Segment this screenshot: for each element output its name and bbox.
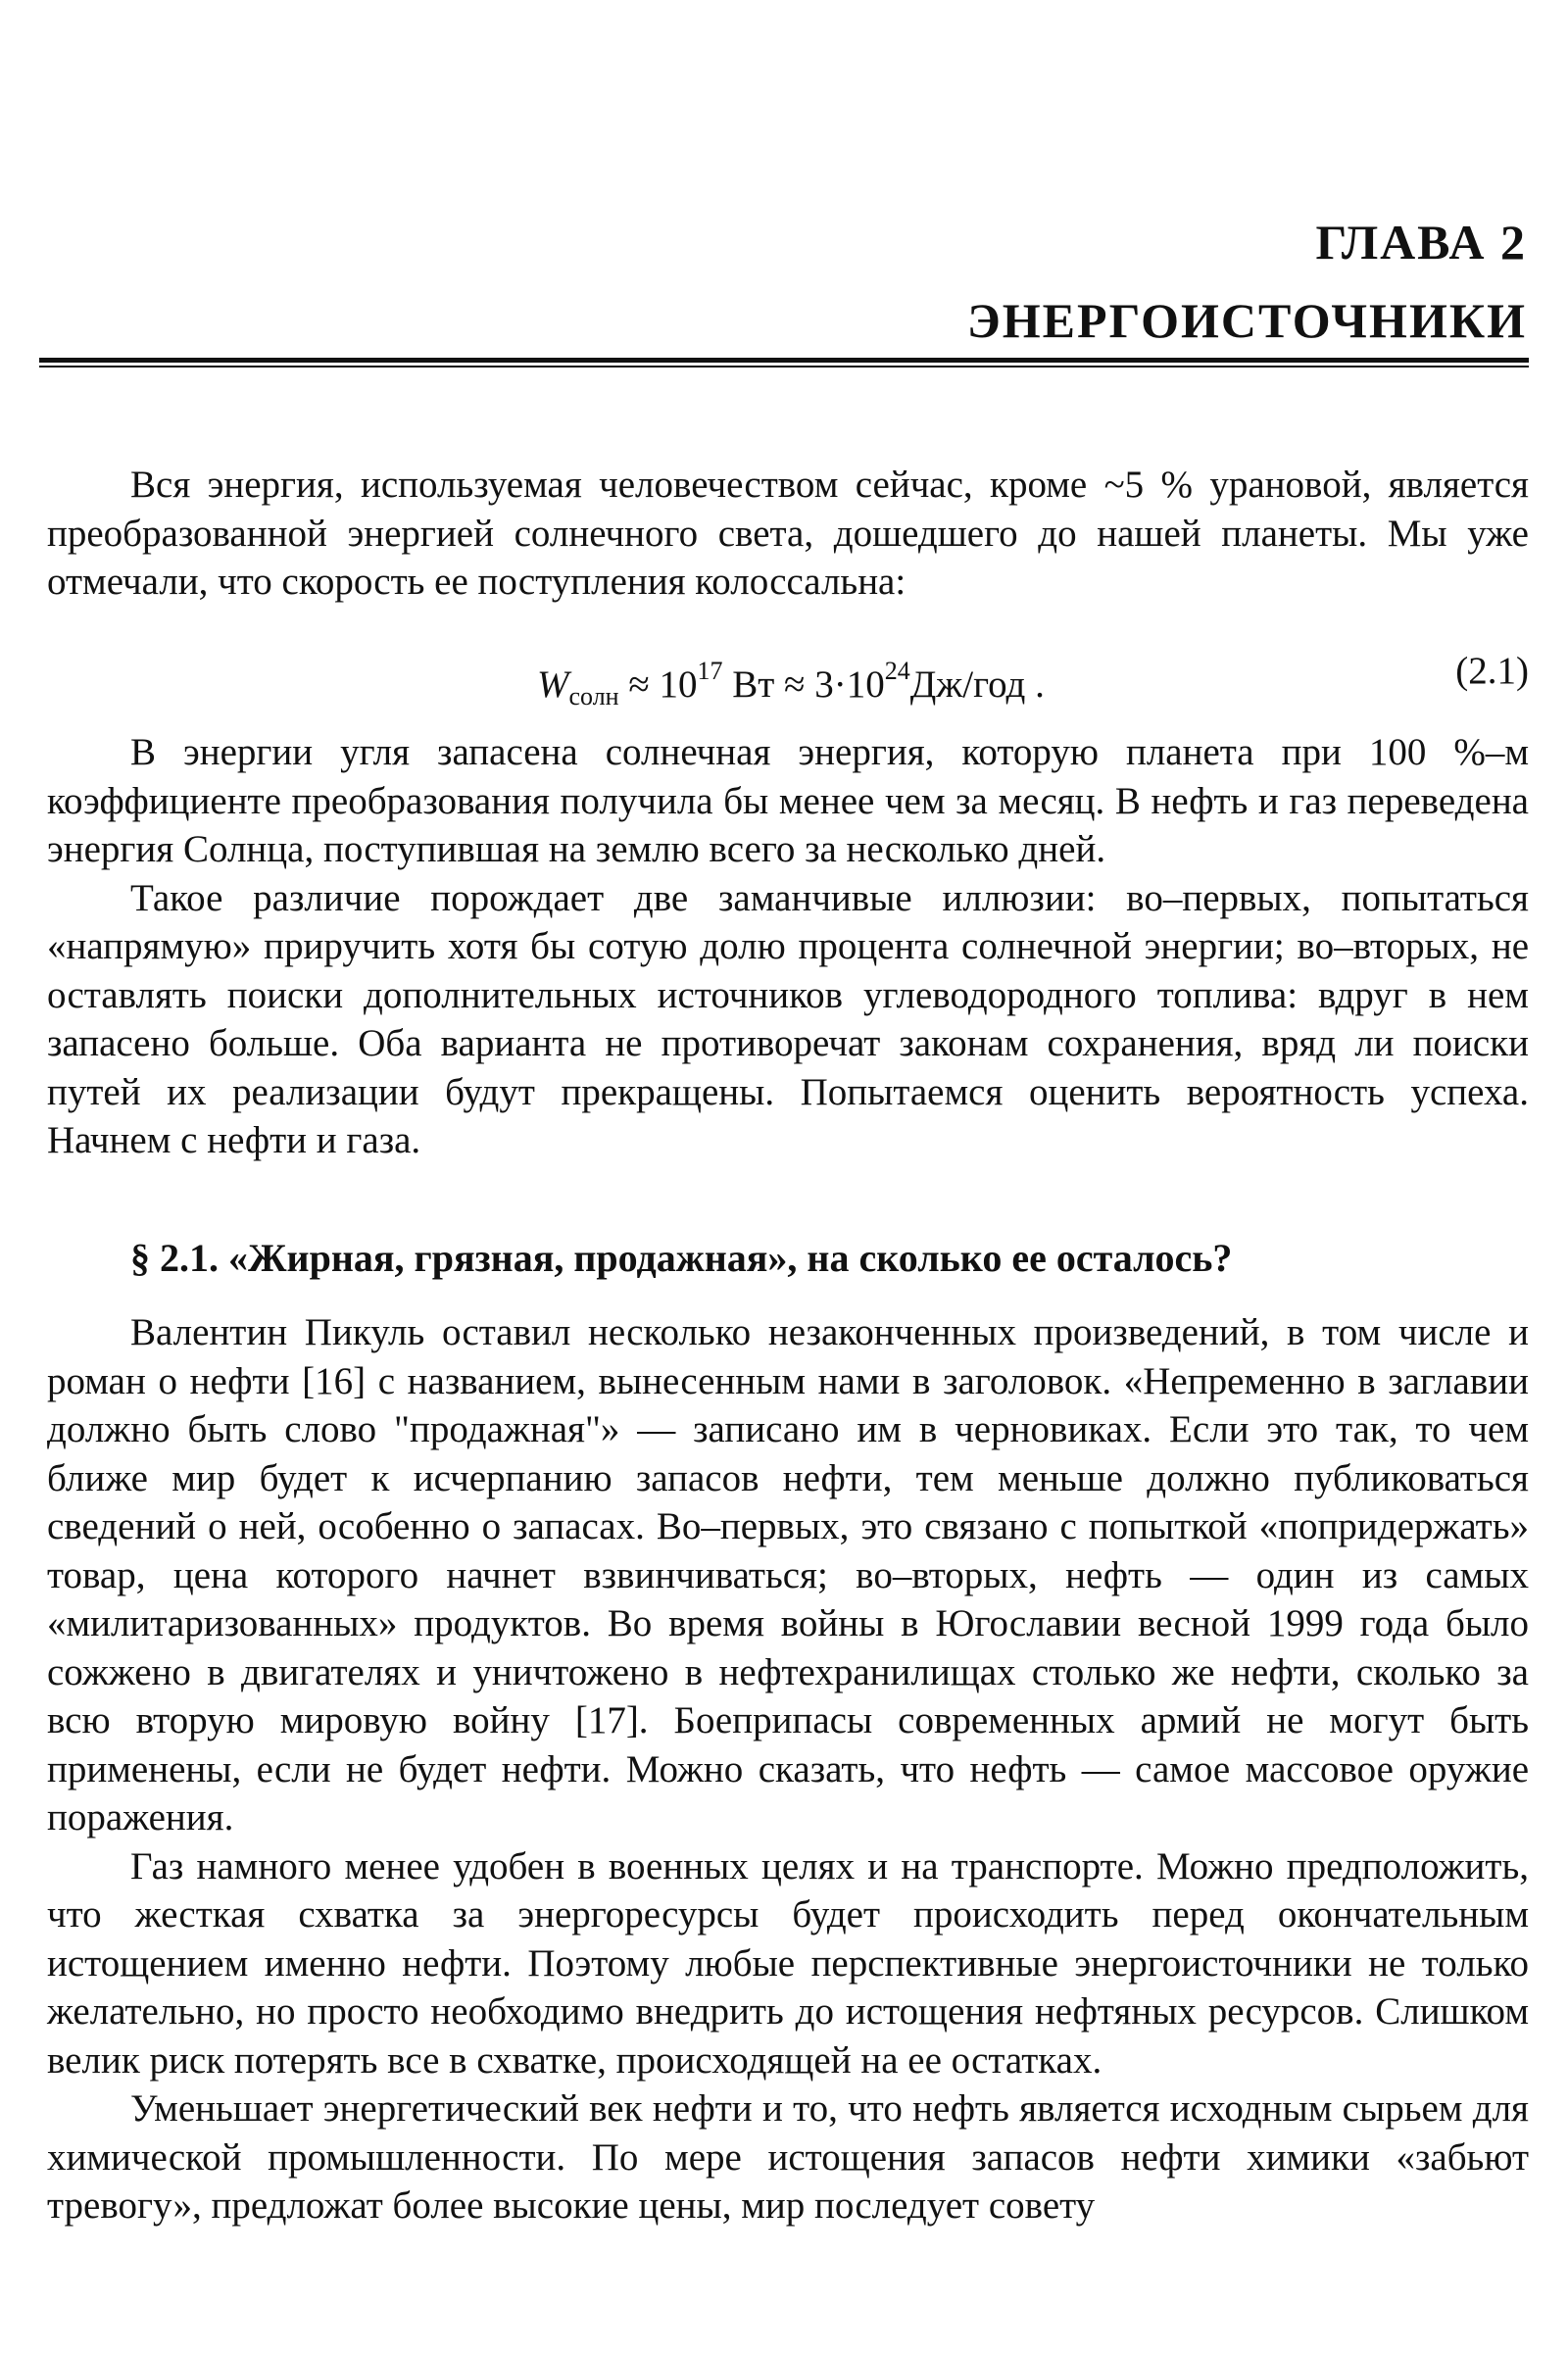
equation-subscript: солн bbox=[568, 682, 619, 711]
equation-2-1 bbox=[47, 642, 1529, 711]
chapter-number: ГЛАВА 2 bbox=[1315, 215, 1527, 270]
equation-part: Дж/год . bbox=[909, 663, 1045, 706]
title-rule-thick bbox=[39, 358, 1529, 363]
intro-paragraph: Вся энергия, используемая человечеством сейчас, кроме ~5 % урановой, является преобразованной энергией солнечного света, дошедшего до нашей планеты. Мы уже отмечали, что скорость ее поступления колоссальна: bbox=[47, 464, 1529, 603]
equation-number: (2.1) bbox=[1455, 650, 1529, 692]
paragraph: В энергии угля запасена солнечная энергия, которую планета при 100 %–м коэффициенте преобразования получила бы менее чем за месяц. В нефть и газ переведена энергия Солнца, поступившая на землю всего за несколько дней. bbox=[47, 731, 1529, 870]
section-heading: § 2.1. «Жирная, грязная, продажная», на сколько ее осталось? bbox=[130, 1236, 1233, 1280]
equation-expression bbox=[537, 642, 1045, 726]
equation-part: Вт ≈ 3·10 bbox=[722, 663, 885, 706]
equation-exponent: 24 bbox=[884, 657, 910, 685]
section-body bbox=[47, 1308, 1529, 2230]
paragraph: Такое различие порождает две заманчивые иллюзии: во–первых, попытаться «напрямую» приручить хотя бы сотую долю процента солнечной энергии; во–вторых, не оставлять поиски дополнительных источников углеводородного топлива: вдруг в нем запасено больше. Оба варианта не противоречат законам сохранения, вряд ли поиски путей их реализации будут прекращены. Попытаемся оценить вероятность успеха. Начнем с нефти и газа. bbox=[47, 876, 1529, 1161]
intro-block bbox=[47, 461, 1529, 607]
equation-symbol: W bbox=[537, 663, 569, 706]
paragraph: Уменьшает энергетический век нефти и то, что нефть является исходным сырьем для химической промышленности. По мере истощения запасов нефти химики «забьют тревогу», предложат более высокие цены, мир последует совету bbox=[47, 2087, 1529, 2227]
equation-exponent: 17 bbox=[697, 657, 723, 685]
after-formula-block bbox=[47, 728, 1529, 1165]
title-rule-thin bbox=[39, 366, 1529, 368]
chapter-title: ЭНЕРГОИСТОЧНИКИ bbox=[966, 293, 1527, 348]
equation-part: ≈ 10 bbox=[618, 663, 698, 706]
paragraph: Газ намного менее удобен в военных целях и на транспорте. Можно предположить, что жесткая схватка за энергоресурсы будет происходить перед окончательным истощением именно нефти. Поэтому любые перспективные энергоисточники не только желательно, но просто необходимо внедрить до истощения нефтяных ресурсов. Слишком велик риск потерять все в схватке, происходящей на ее остатках. bbox=[47, 1844, 1529, 2082]
paragraph: Валентин Пикуль оставил несколько незаконченных произведений, в том числе и роман о нефти [16] с названием, вынесенным нами в заголовок. «Непременно в заглавии должно быть слово "продажная"» — записано им в черновиках. Если это так, то чем ближе мир будет к исчерпанию запасов нефти, тем меньше должно публиковаться сведений о ней, особенно о запасах. Во–первых, это связано с попыткой «попридержать» товар, цена которого начнет взвинчиваться; во–вторых, нефть — один из самых «милитаризованных» продуктов. Во время войны в Югославии весной 1999 года было сожжено в двигателях и уничтожено в нефтехранилищах столько же нефти, сколько за всю вторую мировую войну [17]. Боеприпасы современных армий не могут быть применены, если не будет нефти. Можно сказать, что нефть — самое массовое оружие поражения. bbox=[47, 1311, 1529, 1838]
